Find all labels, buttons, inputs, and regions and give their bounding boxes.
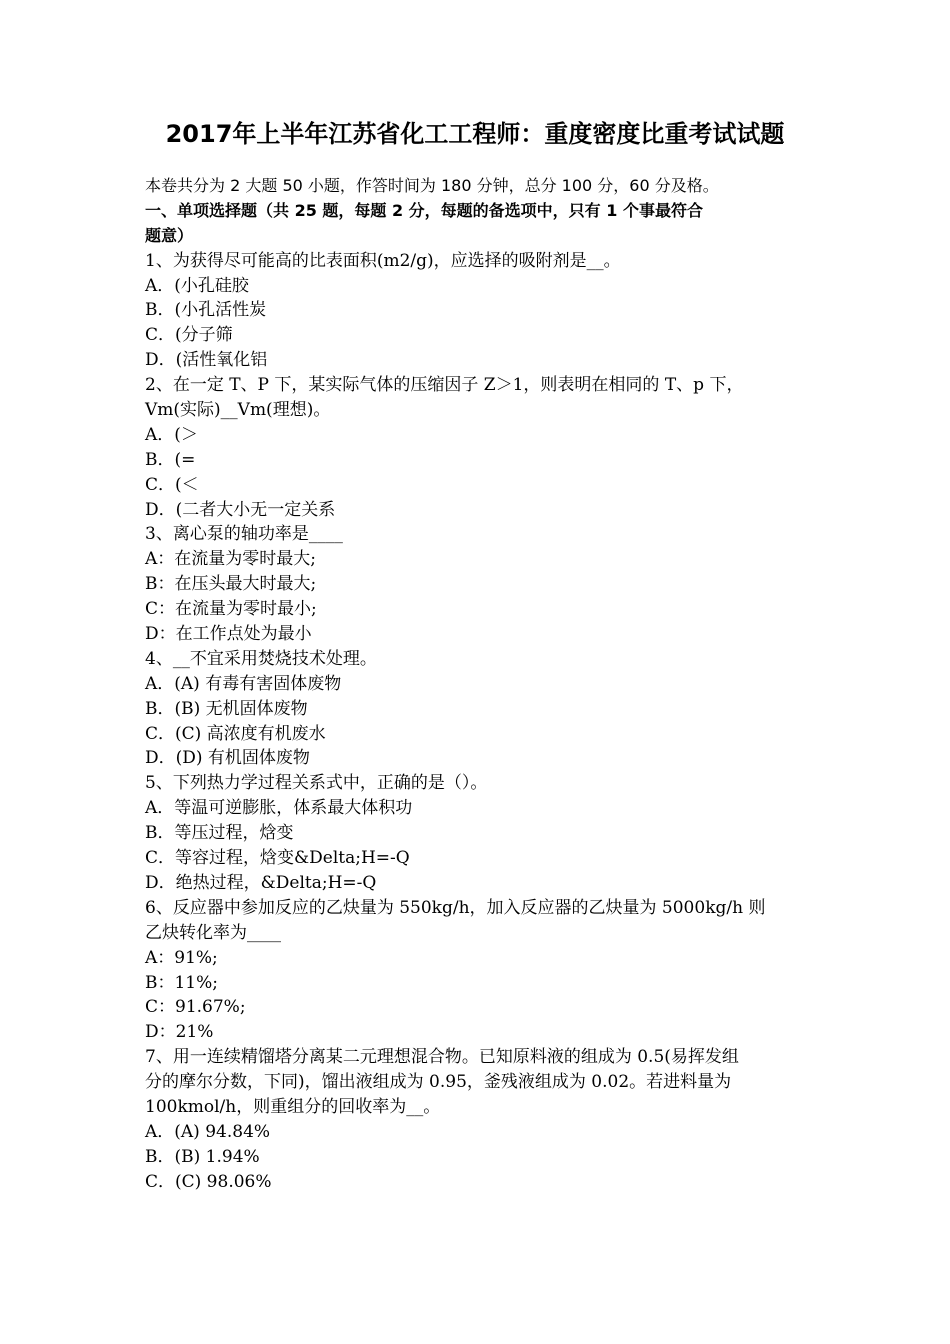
- text-line: 乙炔转化率为____: [145, 922, 281, 943]
- text-line: Vm(实际)__Vm(理想)。: [145, 400, 331, 421]
- text-line: A．(小孔硅胶: [145, 275, 249, 296]
- text-line: A．(A) 有毒有害固体废物: [145, 673, 342, 694]
- text-line: A：91%;: [145, 947, 218, 968]
- text-line: 本卷共分为 2 大题 50 小题，作答时间为 180 分钟，总分 100 分，60 分及格。: [145, 176, 719, 195]
- text-line: B：11%;: [145, 972, 219, 993]
- text-line: C．等容过程，焓变&Delta;H=-Q: [145, 848, 410, 869]
- text-line: C．(C) 98.06%: [145, 1171, 272, 1192]
- text-line: C．(＜: [145, 474, 199, 495]
- text-line: C：在流量为零时最小;: [145, 599, 317, 620]
- text-line: A．等温可逆膨胀，体系最大体积功: [145, 798, 413, 819]
- text-line: A：在流量为零时最大;: [145, 549, 317, 570]
- text-line: 6、反应器中参加反应的乙炔量为 550kg/h，加入反应器的乙炔量为 5000kg/h 则: [145, 897, 766, 918]
- text-line: B．(B) 无机固体废物: [145, 698, 308, 719]
- text-line: D．绝热过程，&Delta;H=-Q: [145, 872, 377, 893]
- text-line: C．(C) 高浓度有机废水: [145, 723, 326, 744]
- text-line: D：21%: [145, 1022, 214, 1043]
- text-line: 2、在一定 T、P 下，某实际气体的压缩因子 Z＞1，则表明在相同的 T、p 下，: [145, 375, 744, 396]
- text-line: 1、为获得尽可能高的比表面积(m2/g)，应选择的吸附剂是__。: [145, 250, 621, 271]
- text-line: 一、单项选择题（共 25 题，每题 2 分，每题的备选项中，只有 1 个事最符合: [145, 200, 703, 220]
- text-line: B．(B) 1.94%: [145, 1146, 260, 1167]
- text-line: 3、离心泵的轴功率是____: [145, 524, 343, 545]
- text-line: B：在压头最大时最大;: [145, 574, 317, 595]
- text-line: B．(=: [145, 449, 196, 470]
- text-line: D．(D) 有机固体废物: [145, 748, 310, 769]
- text-line: D．(活性氧化铝: [145, 350, 268, 371]
- text-line: 4、__不宜采用焚烧技术处理。: [145, 648, 377, 669]
- text-line: B．(小孔活性炭: [145, 300, 267, 321]
- text-line: A．(＞: [145, 424, 198, 445]
- text-line: 分的摩尔分数，下同)，馏出液组成为 0.95，釜残液组成为 0.02。若进料量为: [145, 1072, 732, 1093]
- document-title: 2017年上半年江苏省化工工程师：重度密度比重考试试题: [165, 120, 785, 148]
- text-line: D：在工作点处为最小: [145, 624, 312, 645]
- document-body: [145, 174, 813, 1195]
- text-line: 7、用一连续精馏塔分离某二元理想混合物。已知原料液的组成为 0.5(易挥发组: [145, 1047, 739, 1068]
- text-line: D．(二者大小无一定关系: [145, 499, 336, 520]
- text-line: 100kmol/h，则重组分的回收率为__。: [145, 1096, 441, 1117]
- text-line: C．(分子筛: [145, 325, 233, 346]
- text-line: 题意）: [145, 225, 194, 245]
- text-line: B．等压过程，焓变: [145, 823, 294, 844]
- text-line: 5、下列热力学过程关系式中，正确的是（）。: [145, 773, 488, 794]
- text-line: C：91.67%;: [145, 997, 246, 1018]
- text-line: A．(A) 94.84%: [145, 1121, 271, 1142]
